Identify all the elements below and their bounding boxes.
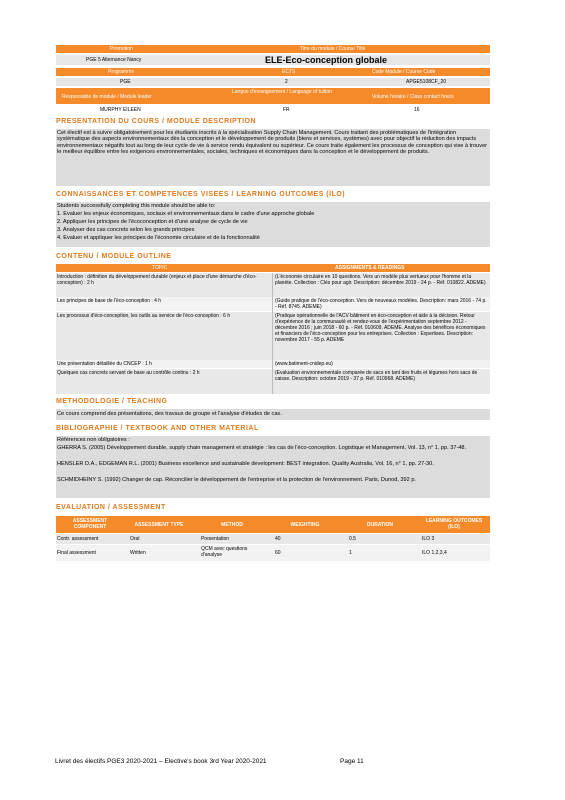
bibliographie-line-2: HENSLER D.A., EDGEMAN R.L. (2001) Business excellence and sustainable development: BEST integration. Quality Australia, Vol. 16, n° 1, pp. 27-30. <box>57 461 434 467</box>
page-number: Page 11 <box>340 758 364 765</box>
eval-component-1: Final assessment <box>57 550 96 556</box>
col-duration: DURATION <box>366 522 393 528</box>
contenu-topic-2: Les processus d'éco-conception, les outils au service de l'éco-conception : 6 h <box>57 313 231 319</box>
methodologie-heading: METHODOLOGIE / TEACHING <box>56 398 168 405</box>
methodologie-text: Ce cours comprend des présentations, des travaux de groupe et l'analyse d'études de cas. <box>57 411 282 417</box>
ects-label: ECTS <box>282 69 296 75</box>
contenu-topic-4: Quelques cas concrets servant de base au contrôle continu : 2 h <box>57 370 200 376</box>
eval-weighting-1: 60 <box>275 550 281 556</box>
col-weighting: WEIGHTING <box>290 522 320 528</box>
contenu-topic-1: Les principes de base de l'éco-conception : 4 h <box>57 298 162 304</box>
promotion-label: Promotion <box>110 46 133 52</box>
contenu-assign-0: (L'économie circulaire en 10 questions. Vers un modèle plus vertueux pour l'homme et la planète. Collection : Clés pour agir. Description: décembre 2019 - 24 p. - Réf. 010822. ADEME) <box>275 274 486 286</box>
eval-ilo-1: ILO 1,2,3,4 <box>422 550 447 556</box>
contenu-assign-4: (Evaluation environnementale comparée de sacs en tant des fruits et légumes hors sacs de caisse. Description: octobre 2019 - 37 p. Réf. 010968. ADEME) <box>275 370 478 382</box>
evaluation-heading: EVALUATION / ASSESSMENT <box>56 504 166 511</box>
col-ilo: LEARNING OUTCOMES (ILO) <box>425 518 483 530</box>
bibliographie-line-3: SCHMIDHEINY S. (1992) Changer de cap. Réconcilier le développement de l'entreprise et la protection de l'environnement. Paris, Dunod, 392 p. <box>57 477 416 483</box>
course-title: ELE-Eco-conception globale <box>265 55 388 65</box>
promotion-value: PGE 5 Alternance Nancy <box>86 57 142 63</box>
competences-heading: CONNAISSANCES ET COMPETENCES VISEES / LEARNING OUTCOMES (ILO) <box>56 191 346 198</box>
ects-value: 2 <box>285 79 288 85</box>
volume-value: 16 <box>414 107 420 113</box>
programme-label: Programme <box>108 69 135 75</box>
langue-label: Langue d'enseignement / Language of tuition <box>232 89 332 95</box>
bibliographie-line-1: GHERRA S. (2005) Développement durable, supply chain management et stratégie : les cas de l'éco-conception. Logistique et Management, Vol. 13, n° 1, pp. 37-48. <box>57 445 467 451</box>
eval-duration-0: 0.5 <box>349 536 356 542</box>
competences-line-4: 4. Evaluer et appliquer les principes de l'économie circulaire et de la fonctionnalité <box>57 235 260 241</box>
contenu-assign-2: (Pratique opérationnelle de l'ACV bâtiment en éco-conception et aide à la décision. Retour d'expérience de la communauté et rendez-vous de l'expérimentation septembre 2012 - décembre 2016 ; juin 2018 - 60 p. - Réf. 010609. ADEME. Analyse des bénéfices économiques et financiers de l'éco-conception pour les entreprises. Collection : Expertises. Description: novembre 2017 - 55 p. ADEME <box>275 313 486 343</box>
contenu-topic-3: Une présentation détaillée du CNCEP : 1 h <box>57 361 152 367</box>
eval-method-0: Presentation <box>201 536 230 542</box>
col-type: ASSESSMENT TYPE <box>134 522 184 528</box>
col-topic: TOPIC <box>152 265 168 271</box>
presentation-heading: PRESENTATION DU COURS / MODULE DESCRIPTION <box>56 118 257 125</box>
contenu-assign-3: (www.batiment-cnidep.eu) <box>275 361 333 367</box>
col-assignments: ASSIGNMENTS & READINGS <box>335 265 405 271</box>
eval-weighting-0: 40 <box>275 536 281 542</box>
bibliographie-heading: BIBLIOGRAPHIE / TEXTBOOK AND OTHER MATERIAL <box>56 425 259 432</box>
eval-method-1: QCM avec questions d'analyse <box>201 546 248 558</box>
eval-duration-1: 1 <box>349 550 352 556</box>
code-value: APGE5108CF_20 <box>406 79 447 85</box>
bibliographie-line-0: Références non obligatoires : <box>57 437 130 443</box>
langue-value: FR <box>283 107 290 113</box>
competences-line-0: Students successfully completing this module should be able to: <box>57 203 216 209</box>
contenu-divider <box>272 273 273 394</box>
competences-line-3: 3. Analyser des cas concrets selon les grands principes <box>57 227 195 233</box>
footer-text: Livret des électifs PGE3 2020-2021 – Elective's book 3rd Year 2020-2021 <box>55 758 267 765</box>
programme-value: PGE <box>120 79 131 85</box>
eval-type-1: Written <box>130 550 146 556</box>
contenu-heading: CONTENU / MODULE OUTLINE <box>56 253 172 260</box>
code-label: Code Module / Course Code <box>372 69 436 75</box>
responsable-label: Responsable de module / Module leader <box>62 94 152 100</box>
volume-label: Volume horaire / Class contact hours <box>372 94 454 100</box>
contenu-header <box>56 264 490 272</box>
eval-ilo-0: ILO 3 <box>422 536 435 542</box>
col-method: METHOD <box>221 522 243 528</box>
presentation-text: Cet électif est à suivre obligatoirement pour les étudiants inscrits à la spécialisation Supply Chain Management. Cours traitant des problématiques de l'intégration systématique des aspects environnementaux dès la conception et le développement de produits (biens et services, systèmes) avec pour objectif la réduction des impacts environnementaux négatifs tout au long de leur cycle de vie à service rendu équivalent ou supérieur. Ce cours traite également les processus de conception qui vise à trouver le meilleur équilibre entre les exigences environnementales, sociales, techniques et économiques dans la conception et le développement de produits. <box>57 130 488 156</box>
title-label: Titre du module / Course Title <box>300 46 366 52</box>
responsable-value: MURPHY EILEEN <box>100 107 141 113</box>
eval-type-0: Oral <box>130 536 140 542</box>
contenu-topic-0: Introduction : définition du développement durable (enjeux et place d'une démarche d'éco-conception) : 2 h <box>57 274 257 286</box>
eval-component-0: Contr. assessment <box>57 536 99 542</box>
competences-line-2: 2. Appliquer les principes de l'écoconception et d'une analyse de cycle de vie <box>57 219 248 225</box>
col-component: ASSESSMENT COMPONENT <box>72 518 108 530</box>
competences-line-1: 1. Evaluer les enjeux économiques, sociaux et environnementaux dans le cadre d'une approche globale <box>57 211 315 217</box>
contenu-assign-1: (Guide pratique de l'éco-conception. Vers de nouveaux modèles. Description: mars 2016 - 74 p. - Réf. 8745. ADEME) <box>275 298 487 310</box>
